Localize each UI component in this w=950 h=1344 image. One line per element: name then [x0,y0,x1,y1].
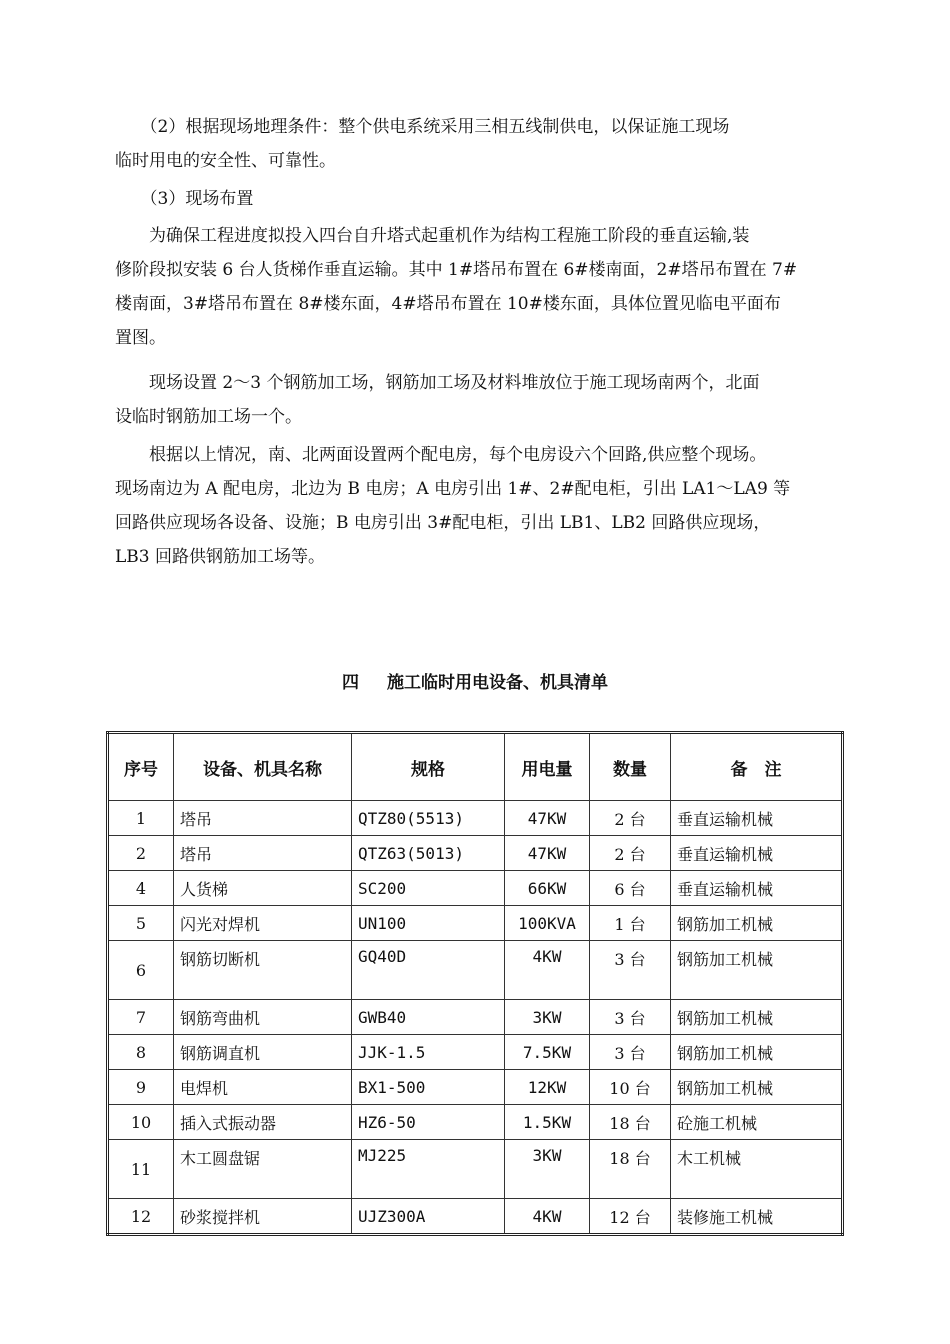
paragraph-distribution-rooms [115,438,850,574]
table-row [108,1035,843,1070]
cell-name: 钢筋切断机 [174,941,352,1000]
table-row [108,1140,843,1199]
cell-name: 塔吊 [174,801,352,836]
cell-remarks: 钢筋加工机械 [671,1035,843,1070]
cell-spec: UJZ300A [352,1199,505,1235]
cell-power: 47KW [505,836,590,871]
cell-power: 12KW [505,1070,590,1105]
cell-power: 1.5KW [505,1105,590,1140]
paragraph-site-layout-heading [115,182,850,216]
table-row [108,906,843,941]
cell-power: 7.5KW [505,1035,590,1070]
cell-remarks: 木工机械 [671,1140,843,1199]
cell-serial: 4 [108,871,174,906]
cell-spec: UN100 [352,906,505,941]
cell-spec: HZ6-50 [352,1105,505,1140]
cell-serial: 5 [108,906,174,941]
paragraph-power-supply [115,110,850,178]
cell-remarks: 垂直运输机械 [671,836,843,871]
paragraph-tower-cranes [115,219,850,355]
text-line: 回路供应现场各设备、设施；B 电房引出 3#配电柜，引出 LB1、LB2 回路供应现场， [115,513,771,533]
cell-name: 电焊机 [174,1070,352,1105]
cell-serial: 8 [108,1035,174,1070]
cell-name: 钢筋调直机 [174,1035,352,1070]
cell-name: 钢筋弯曲机 [174,1000,352,1035]
text-line: 置图。 [115,328,166,348]
text-line: 临时用电的安全性、可靠性。 [115,151,336,171]
cell-name: 人货梯 [174,871,352,906]
cell-quantity: 18 台 [590,1105,671,1140]
text-line: 修阶段拟安装 6 台人货梯作垂直运输。其中 1#塔吊布置在 6#楼南面，2#塔吊布置在 7# [115,260,798,280]
table-row [108,941,843,1000]
cell-remarks: 钢筋加工机械 [671,1070,843,1105]
paragraph-rebar-yards [115,366,850,434]
table-header-row [108,733,843,801]
cell-serial: 2 [108,836,174,871]
text-line: LB3 回路供钢筋加工场等。 [115,547,326,567]
table-row [108,801,843,836]
cell-spec: QTZ80(5513) [352,801,505,836]
text-line: 楼南面，3#塔吊布置在 8#楼东面，4#塔吊布置在 10#楼东面，具体位置见临电平面布 [115,294,781,314]
table-row [108,1199,843,1235]
table-row [108,1000,843,1035]
text-line: （2）根据现场地理条件：整个供电系统采用三相五线制供电，以保证施工现场 [115,117,730,137]
cell-remarks: 钢筋加工机械 [671,1000,843,1035]
cell-name: 闪光对焊机 [174,906,352,941]
section-number: 四 [342,673,359,693]
text-line: 现场南边为 A 配电房，北边为 B 电房；A 电房引出 1#、2#配电柜，引出 LA1～LA9 等 [115,479,791,499]
cell-spec: MJ225 [352,1140,505,1199]
cell-quantity: 10 台 [590,1070,671,1105]
section-title: 施工临时用电设备、机具清单 [387,673,608,693]
cell-spec: BX1-500 [352,1070,505,1105]
cell-power: 100KVA [505,906,590,941]
cell-remarks: 钢筋加工机械 [671,906,843,941]
cell-serial: 11 [108,1140,174,1199]
cell-power: 3KW [505,1000,590,1035]
table-row [108,1105,843,1140]
cell-quantity: 12 台 [590,1199,671,1235]
cell-quantity: 3 台 [590,1000,671,1035]
cell-power: 3KW [505,1140,590,1199]
cell-power: 4KW [505,941,590,1000]
cell-remarks: 垂直运输机械 [671,871,843,906]
cell-name: 塔吊 [174,836,352,871]
cell-quantity: 1 台 [590,906,671,941]
cell-spec: GQ40D [352,941,505,1000]
header-serial: 序号 [108,733,174,801]
cell-remarks: 砼施工机械 [671,1105,843,1140]
cell-power: 66KW [505,871,590,906]
cell-quantity: 18 台 [590,1140,671,1199]
cell-spec: JJK-1.5 [352,1035,505,1070]
cell-quantity: 2 台 [590,801,671,836]
table-row [108,871,843,906]
cell-quantity: 6 台 [590,871,671,906]
cell-serial: 1 [108,801,174,836]
cell-remarks: 钢筋加工机械 [671,941,843,1000]
cell-remarks: 垂直运输机械 [671,801,843,836]
cell-spec: SC200 [352,871,505,906]
section-heading [0,668,950,693]
text-line: 为确保工程进度拟投入四台自升塔式起重机作为结构工程施工阶段的垂直运输,装 [115,226,750,246]
cell-quantity: 3 台 [590,1035,671,1070]
cell-power: 47KW [505,801,590,836]
equipment-table [106,731,844,1236]
header-equipment-name: 设备、机具名称 [174,733,352,801]
table-row [108,1070,843,1105]
cell-quantity: 3 台 [590,941,671,1000]
text-line: 设临时钢筋加工场一个。 [115,407,302,427]
text-line: （3）现场布置 [115,189,254,209]
cell-serial: 7 [108,1000,174,1035]
cell-name: 砂浆搅拌机 [174,1199,352,1235]
header-power: 用电量 [505,733,590,801]
cell-spec: GWB40 [352,1000,505,1035]
cell-remarks: 装修施工机械 [671,1199,843,1235]
cell-quantity: 2 台 [590,836,671,871]
cell-name: 插入式振动器 [174,1105,352,1140]
cell-serial: 6 [108,941,174,1000]
text-line: 现场设置 2～3 个钢筋加工场，钢筋加工场及材料堆放位于施工现场南两个，北面 [115,373,760,393]
header-remarks: 备 注 [671,733,843,801]
cell-spec: QTZ63(5013) [352,836,505,871]
cell-serial: 9 [108,1070,174,1105]
table-row [108,836,843,871]
cell-serial: 10 [108,1105,174,1140]
text-line: 根据以上情况，南、北两面设置两个配电房，每个电房设六个回路,供应整个现场。 [115,445,767,465]
header-spec: 规格 [352,733,505,801]
header-quantity: 数量 [590,733,671,801]
cell-power: 4KW [505,1199,590,1235]
cell-serial: 12 [108,1199,174,1235]
cell-name: 木工圆盘锯 [174,1140,352,1199]
